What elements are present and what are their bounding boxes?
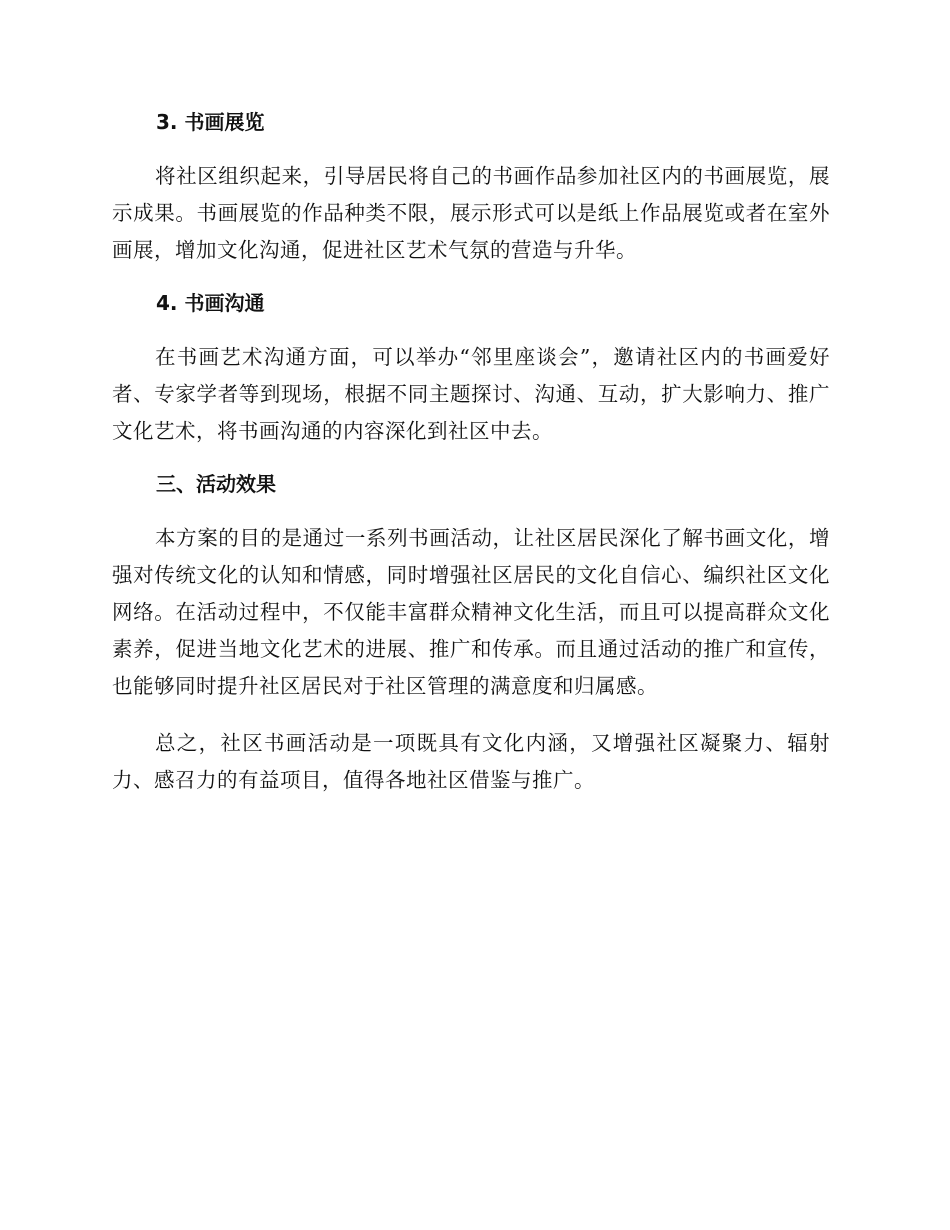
paragraph-communication: 在书画艺术沟通方面，可以举办“邻里座谈会”，邀请社区内的书画爱好者、专家学者等到现场，根据不同主题探讨、沟通、互动，扩大影响力、推广文化艺术，将书画沟通的内容深化到社区中去。: [112, 345, 830, 443]
section-heading-activity-effect: 三、活动效果: [156, 472, 276, 496]
paragraph-effect: 本方案的目的是通过一系列书画活动，让社区居民深化了解书画文化，增强对传统文化的认知和情感，同时增强社区居民的文化自信心、编织社区文化网络。在活动过程中，不仅能丰富群众精神文化生活，而且可以提高群众文化素养，促进当地文化艺术的进展、推广和传承。而且通过活动的推广和宣传，也能够同时提升社区居民对于社区管理的满意度和归属感。: [112, 526, 830, 698]
document-body: [112, 108, 830, 819]
section-heading-calligraphy-communication: 4. 书画沟通: [156, 291, 265, 315]
paragraph-conclusion: 总之，社区书画活动是一项既具有文化内涵，又增强社区凝聚力、辐射力、感召力的有益项目，值得各地社区借鉴与推广。: [112, 731, 830, 792]
section-heading-calligraphy-exhibition: 3. 书画展览: [156, 110, 265, 134]
paragraph-exhibition: 将社区组织起来，引导居民将自己的书画作品参加社区内的书画展览，展示成果。书画展览的作品种类不限，展示形式可以是纸上作品展览或者在室外画展，增加文化沟通，促进社区艺术气氛的营造与升华。: [112, 164, 830, 262]
